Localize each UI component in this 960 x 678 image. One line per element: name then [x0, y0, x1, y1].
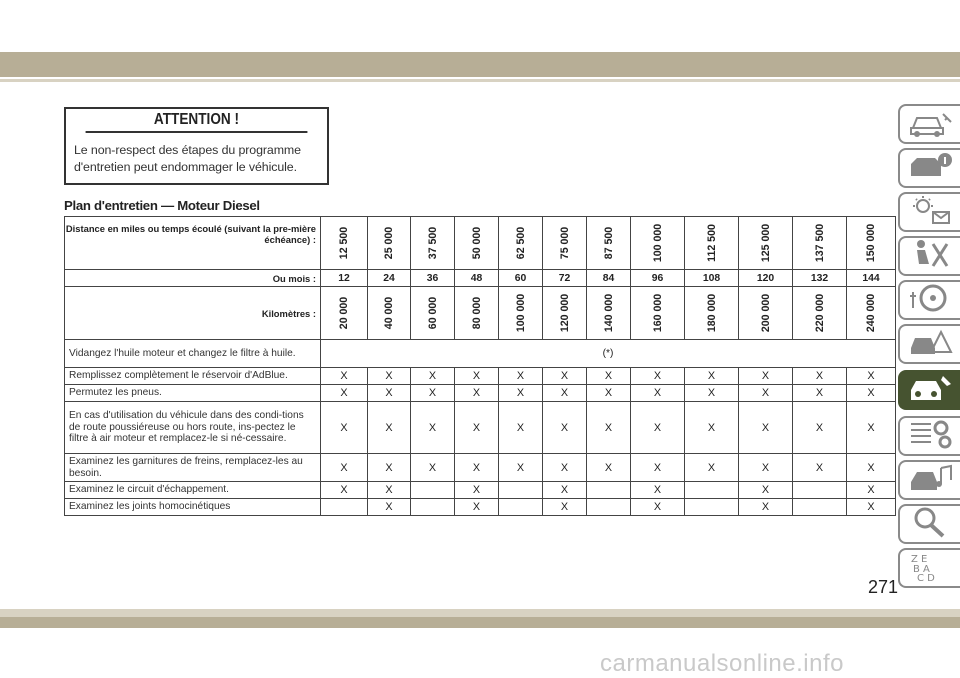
km-cell-text: 200 000 [759, 293, 772, 333]
km-cell-text: 180 000 [705, 293, 718, 333]
task-mark: X [321, 385, 368, 402]
task-label: Examinez les garnitures de freins, remplacez-les au besoin. [65, 454, 321, 482]
task-mark: X [455, 499, 499, 516]
task-mark: X [368, 454, 411, 482]
task-mark: X [739, 385, 793, 402]
km-cell-text: 100 000 [514, 293, 527, 333]
km-cell [499, 287, 543, 340]
miles-cell-text: 50 000 [470, 226, 483, 260]
km-cell-text: 120 000 [558, 293, 571, 333]
watermark: carmanualsonline.info [600, 650, 844, 677]
task-mark: X [543, 385, 587, 402]
task-mark: X [368, 482, 411, 499]
distance-label: Distance en miles ou temps écoulé (suivant la pre-mière échéance) : [65, 217, 321, 270]
months-cell: 132 [793, 270, 847, 287]
task-mark: X [793, 385, 847, 402]
km-cell [631, 287, 685, 340]
months-cell: 60 [499, 270, 543, 287]
task-mark: X [631, 385, 685, 402]
task-mark: X [587, 368, 631, 385]
miles-cell-text: 87 500 [602, 226, 615, 260]
km-cell [321, 287, 368, 340]
task-label: Vidangez l'huile moteur et changez le filtre à huile. [65, 340, 321, 368]
miles-cell [739, 217, 793, 270]
miles-cell [685, 217, 739, 270]
months-cell: 36 [411, 270, 455, 287]
km-cell-text: 220 000 [813, 293, 826, 333]
task-mark: X [411, 454, 455, 482]
chapter-tab-index[interactable] [898, 548, 960, 588]
km-cell [368, 287, 411, 340]
km-cell [411, 287, 455, 340]
bottom-divider [0, 609, 960, 617]
task-mark: X [587, 402, 631, 454]
task-mark: X [543, 402, 587, 454]
miles-cell-text: 25 000 [383, 226, 395, 260]
task-mark: X [793, 368, 847, 385]
task-mark [411, 482, 455, 499]
chapter-tab-steering-wheel[interactable] [898, 280, 960, 320]
task-mark: X [499, 368, 543, 385]
miles-cell-text: 75 000 [558, 226, 571, 260]
top-decorative-band [0, 52, 960, 77]
miles-cell-text: 150 000 [865, 223, 877, 263]
miles-cell [793, 217, 847, 270]
months-cell: 12 [321, 270, 368, 287]
top-divider [0, 79, 960, 82]
task-mark: X [321, 454, 368, 482]
task-label: Examinez les joints homocinétiques [65, 499, 321, 516]
task-mark: X [587, 454, 631, 482]
task-label: Remplissez complètement le réservoir d'AdBlue. [65, 368, 321, 385]
task-mark: X [685, 368, 739, 385]
months-cell: 72 [543, 270, 587, 287]
task-mark [685, 499, 739, 516]
chapter-tab-search[interactable] [898, 504, 960, 544]
svg-text:B A: B A [913, 563, 930, 575]
maintenance-table [64, 216, 896, 516]
task-mark: X [685, 385, 739, 402]
km-row [65, 287, 896, 340]
section-title: Plan d'entretien — Moteur Diesel [64, 198, 260, 213]
km-cell-text: 160 000 [651, 293, 664, 333]
specifications-icon [907, 418, 953, 455]
task-row [65, 402, 896, 454]
km-cell-text: 80 000 [470, 296, 483, 330]
attention-title: ATTENTION ! [86, 109, 308, 133]
task-row [65, 340, 896, 368]
chapter-tab-warning-lights[interactable] [898, 192, 960, 232]
task-mark: X [543, 454, 587, 482]
task-mark: X [455, 385, 499, 402]
task-mark: X [499, 402, 543, 454]
miles-cell-text: 100 000 [651, 223, 664, 263]
task-mark [321, 499, 368, 516]
task-mark: X [631, 368, 685, 385]
chapter-tab-specifications[interactable] [898, 416, 960, 456]
months-label: Ou mois : [65, 270, 321, 287]
car-key-icon [907, 106, 953, 143]
task-mark: X [793, 402, 847, 454]
task-mark [499, 499, 543, 516]
task-row [65, 499, 896, 516]
miles-cell [587, 217, 631, 270]
miles-cell-text: 137 500 [813, 223, 826, 263]
svg-text:Z E: Z E [911, 553, 928, 565]
task-mark: X [739, 499, 793, 516]
index-icon [907, 550, 953, 587]
task-mark: X [847, 454, 896, 482]
miles-cell [411, 217, 455, 270]
task-mark: X [793, 454, 847, 482]
task-mark: X [631, 454, 685, 482]
task-label: Permutez les pneus. [65, 385, 321, 402]
multimedia-icon [907, 462, 953, 499]
task-mark: X [739, 402, 793, 454]
task-mark: X [847, 482, 896, 499]
task-label: Examinez le circuit d'échappement. [65, 482, 321, 499]
months-cell: 108 [685, 270, 739, 287]
page-number: 271 [868, 577, 899, 597]
task-mark: X [368, 368, 411, 385]
task-mark: X [411, 385, 455, 402]
task-row [65, 482, 896, 499]
chapter-tab-car-info[interactable] [898, 148, 960, 188]
km-cell-text: 240 000 [865, 293, 877, 333]
miles-row [65, 217, 896, 270]
steering-wheel-icon [907, 282, 953, 319]
km-cell-text: 60 000 [426, 296, 439, 330]
months-cell: 120 [739, 270, 793, 287]
km-cell [455, 287, 499, 340]
task-mark: X [368, 402, 411, 454]
km-cell [739, 287, 793, 340]
car-service-icon [907, 372, 953, 409]
task-mark [499, 482, 543, 499]
months-cell: 48 [455, 270, 499, 287]
task-mark: X [543, 482, 587, 499]
task-note: (*) [321, 340, 896, 368]
task-mark: X [368, 385, 411, 402]
task-mark: X [543, 499, 587, 516]
miles-cell-text: 37 500 [426, 226, 439, 260]
chapter-tab-airbag[interactable] [898, 236, 960, 276]
task-mark: X [587, 385, 631, 402]
task-row [65, 368, 896, 385]
warning-lights-icon [907, 194, 953, 231]
km-cell [587, 287, 631, 340]
miles-cell [455, 217, 499, 270]
miles-cell-text: 125 000 [759, 223, 772, 263]
months-cell: 84 [587, 270, 631, 287]
task-mark [685, 482, 739, 499]
miles-cell-text: 62 500 [514, 226, 527, 260]
miles-cell [368, 217, 411, 270]
task-mark: X [739, 454, 793, 482]
task-mark: X [739, 482, 793, 499]
task-label: En cas d'utilisation du véhicule dans des condi-tions de route poussiéreuse ou hors route, ins-pectez le filtre à air moteur et remplacez-le si né-cessaire. [65, 402, 321, 454]
task-mark: X [321, 482, 368, 499]
task-mark: X [631, 402, 685, 454]
task-mark [587, 499, 631, 516]
task-mark: X [455, 368, 499, 385]
task-mark: X [631, 499, 685, 516]
airbag-icon [907, 238, 953, 275]
chapter-tab-multimedia[interactable] [898, 460, 960, 500]
task-mark: X [543, 368, 587, 385]
task-mark: X [847, 385, 896, 402]
task-mark: X [499, 454, 543, 482]
task-mark: X [455, 402, 499, 454]
task-mark: X [411, 368, 455, 385]
km-label: Kilomètres : [65, 287, 321, 340]
task-mark: X [685, 454, 739, 482]
km-cell-text: 40 000 [383, 296, 395, 330]
task-mark [587, 482, 631, 499]
task-mark: X [321, 402, 368, 454]
task-mark: X [847, 368, 896, 385]
breakdown-icon [907, 326, 953, 363]
task-mark: X [847, 402, 896, 454]
task-mark: X [321, 368, 368, 385]
miles-cell [543, 217, 587, 270]
task-mark: X [685, 402, 739, 454]
svg-text:C D: C D [917, 572, 935, 582]
miles-cell [631, 217, 685, 270]
bottom-decorative-band [0, 617, 960, 628]
task-row [65, 385, 896, 402]
task-mark: X [847, 499, 896, 516]
attention-text: Le non-respect des étapes du programme d'entretien peut endommager le véhicule. [74, 143, 301, 174]
task-mark: X [739, 368, 793, 385]
chapter-tab-breakdown[interactable] [898, 324, 960, 364]
months-cell: 144 [847, 270, 896, 287]
task-mark: X [455, 482, 499, 499]
km-cell [685, 287, 739, 340]
task-mark: X [411, 402, 455, 454]
task-mark [793, 482, 847, 499]
months-cell: 96 [631, 270, 685, 287]
search-icon [907, 506, 953, 543]
task-mark: X [499, 385, 543, 402]
task-row [65, 454, 896, 482]
task-mark [793, 499, 847, 516]
task-mark: X [455, 454, 499, 482]
miles-cell [847, 217, 896, 270]
miles-cell-text: 12 500 [338, 226, 350, 260]
task-mark [411, 499, 455, 516]
km-cell-text: 20 000 [338, 296, 350, 330]
chapter-tab-car-key[interactable] [898, 104, 960, 144]
task-mark: X [631, 482, 685, 499]
km-cell [543, 287, 587, 340]
km-cell [847, 287, 896, 340]
car-info-icon [907, 150, 953, 187]
months-row [65, 270, 896, 287]
miles-cell [321, 217, 368, 270]
km-cell [793, 287, 847, 340]
miles-cell [499, 217, 543, 270]
task-mark: X [368, 499, 411, 516]
km-cell-text: 140 000 [602, 293, 615, 333]
attention-box [64, 107, 329, 185]
miles-cell-text: 112 500 [705, 224, 718, 262]
chapter-tab-car-service[interactable] [898, 370, 960, 410]
months-cell: 24 [368, 270, 411, 287]
